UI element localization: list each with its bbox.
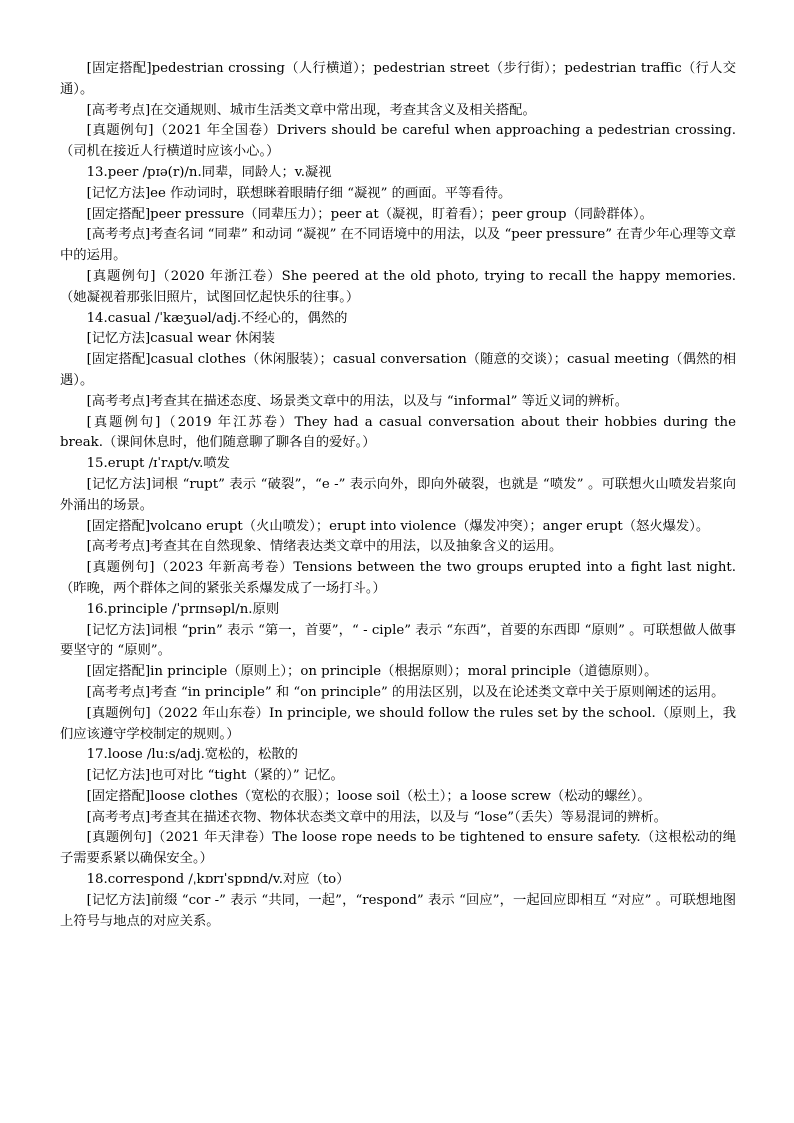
paragraph: [固定搭配]pedestrian crossing（人行横道）；pedestrian street（步行街）；pedestrian traffic（行人交通）。 bbox=[60, 61, 736, 97]
paragraph: [真题例句]（2022 年山东卷）In principle, we should follow the rules set by the school.（原则上，我们应该遵守学校制定的规则。） bbox=[60, 705, 736, 742]
paragraph: [固定搭配]peer pressure（同辈压力）；peer at（凝视，盯着看）；peer group（同龄群体）。 bbox=[86, 206, 653, 222]
paragraph: [记忆方法]casual wear 休闲装 bbox=[86, 331, 275, 347]
word-heading: 16.principle /ˈprɪnsəpl/n.原则 bbox=[86, 601, 280, 617]
paragraph: [真题例句]（2023 年新高考卷）Tensions between the two groups erupted into a fight last night.（昨晚，两个群体之间的紧张关系爆发成了一场打斗。） bbox=[60, 560, 736, 596]
word-heading: 13.peer /pɪə(r)/n.同辈，同龄人；v.凝视 bbox=[86, 164, 332, 180]
paragraph: [固定搭配]loose clothes（宽松的衣服）；loose soil（松土）；a loose screw（松动的螺丝）。 bbox=[86, 788, 651, 804]
document-page bbox=[60, 59, 736, 932]
paragraph: [记忆方法]前缀 “cor -” 表示 “共同，一起”，“respond” 表示 “回应”，一起回应即相互 “对应” 。可联想地图上符号与地点的对应关系。 bbox=[60, 892, 736, 929]
word-heading: 18.correspond /ˌkɒrɪˈspɒnd/v.对应（to） bbox=[86, 872, 350, 888]
paragraph: [真题例句]（2020 年浙江卷）She peered at the old photo, trying to recall the happy memories.（她凝视着那张旧照片，试图回忆起快乐的往事。） bbox=[60, 268, 736, 305]
word-heading: 14.casual /ˈkæʒuəl/adj.不经心的，偶然的 bbox=[86, 310, 348, 326]
paragraph: [记忆方法]词根 “prin” 表示 “第一，首要”，“ - ciple” 表示 “东西”，首要的东西即 “原则” 。可联想做人做事要坚守的 “原则”。 bbox=[60, 622, 736, 659]
paragraph: [高考考点]考查其在描述态度、场景类文章中的用法，以及与 “informal” 等近义词的辨析。 bbox=[86, 393, 628, 409]
paragraph: [记忆方法]ee 作动词时，联想眯着眼睛仔细 “凝视” 的画面。平等看待。 bbox=[86, 185, 512, 201]
paragraph: [记忆方法]词根 “rupt” 表示 “破裂”，“e -” 表示向外，即向外破裂，也就是 “喷发” 。可联想火山喷发岩浆向外涌出的场景。 bbox=[60, 476, 736, 513]
paragraph: [固定搭配]casual clothes（休闲服装）；casual conversation（随意的交谈）；casual meeting（偶然的相遇）。 bbox=[60, 352, 736, 388]
paragraph: [高考考点]考查 “in principle” 和 “on principle” 的用法区别，以及在论述类文章中关于原则阐述的运用。 bbox=[86, 684, 725, 700]
paragraph: [高考考点]考查其在自然现象、情绪表达类文章中的用法，以及抽象含义的运用。 bbox=[86, 539, 563, 555]
paragraph: [真题例句]（2021 年天津卷）The loose rope needs to be tightened to ensure safety.（这根松动的绳子需要系紧以确保安全。） bbox=[60, 830, 736, 867]
paragraph: [固定搭配]in principle（原则上）；on principle（根据原则）；moral principle（道德原则）。 bbox=[86, 664, 658, 680]
paragraph: [真题例句]（2021 年全国卷）Drivers should be careful when approaching a pedestrian crossing.（司机在接近人行横道时应该小心。） bbox=[60, 123, 736, 160]
paragraph: [高考考点]考查名词 “同辈” 和动词 “凝视” 在不同语境中的用法，以及 “peer pressure” 在青少年心理等文章中的运用。 bbox=[60, 227, 736, 264]
paragraph: [记忆方法]也可对比 “tight（紧的）” 记忆。 bbox=[86, 768, 344, 784]
word-heading: 15.erupt /ɪˈrʌpt/v.喷发 bbox=[86, 456, 230, 472]
paragraph: [真题例句]（2019 年江苏卷）They had a casual conversation about their hobbies during the break.（课间休息时，他们随意聊了聊各自的爱好。） bbox=[60, 414, 736, 451]
paragraph: [高考考点]在交通规则、城市生活类文章中常出现，考查其含义及相关搭配。 bbox=[86, 102, 536, 118]
paragraph: [高考考点]考查其在描述衣物、物体状态类文章中的用法，以及与 “lose”（丢失）等易混词的辨析。 bbox=[86, 809, 667, 825]
paragraph: [固定搭配]volcano erupt（火山喷发）；erupt into violence（爆发冲突）；anger erupt（怒火爆发）。 bbox=[86, 518, 710, 534]
word-heading: 17.loose /luːs/adj.宽松的，松散的 bbox=[86, 747, 298, 763]
